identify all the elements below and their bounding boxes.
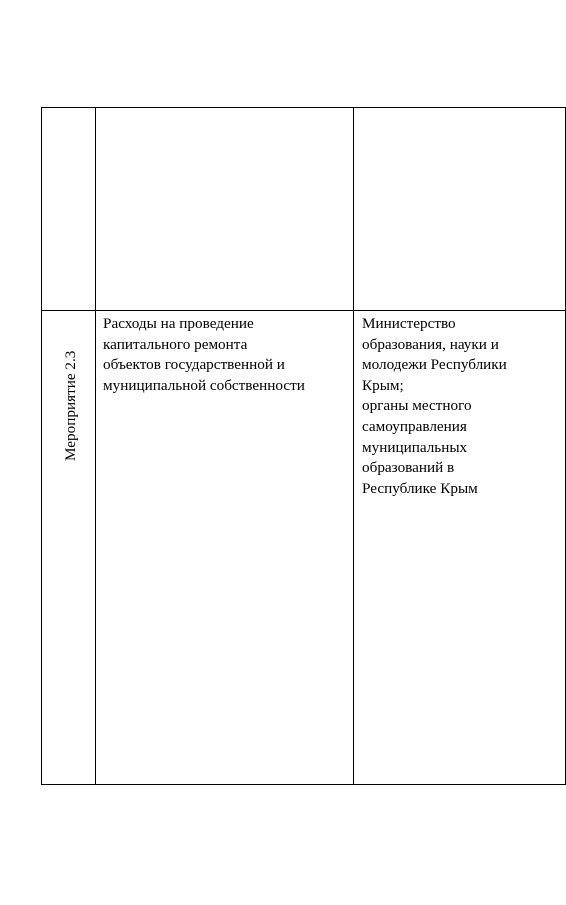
event-label-cell: [42, 311, 95, 785]
column-divider-2: [353, 108, 354, 784]
event-description: Расходы на проведение капитального ремонта объектов государственной и муниципальной собственности: [103, 315, 305, 394]
event-label: Мероприятие 2.3: [62, 350, 79, 461]
document-table: [41, 107, 566, 785]
column-divider-1: [95, 108, 96, 784]
event-executor: Министерство образования, науки и молодежи Республики Крым; органы местного самоуправления муниципальных образований в Республике Крым: [362, 315, 507, 497]
row-divider: [42, 310, 565, 311]
